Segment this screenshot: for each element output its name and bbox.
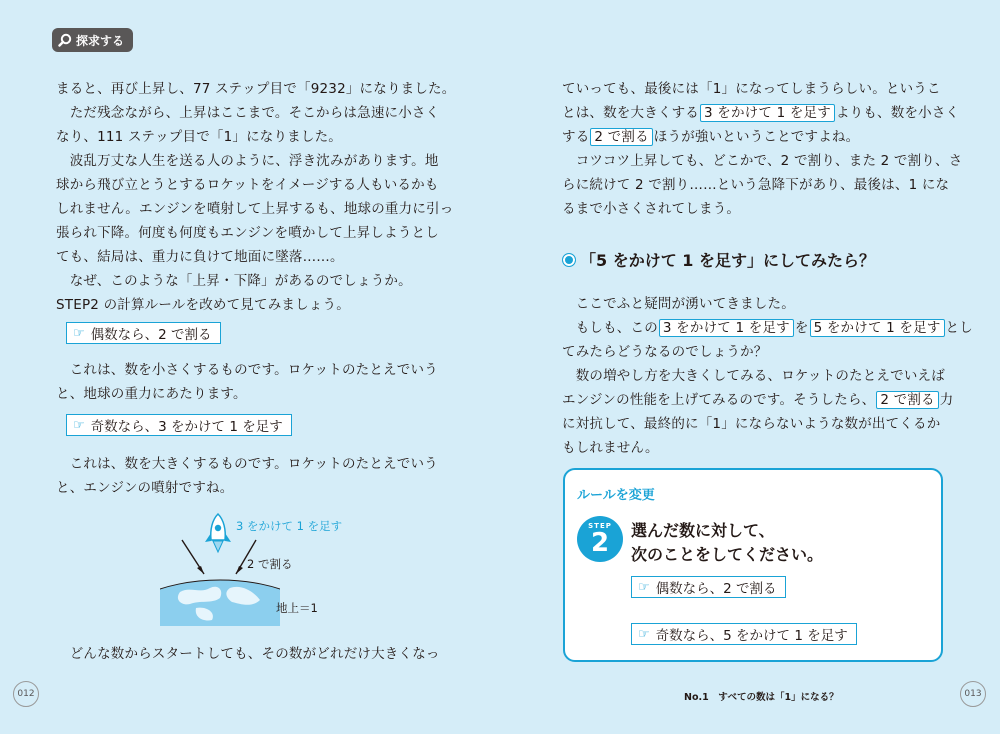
section-tag-label: 探求する [76,33,125,48]
body-line: どんな数からスタートしても、その数がどれだけ大きくなっ [56,646,440,662]
section-tag [52,28,133,52]
body-line: るまで小さくされてしまう。 [562,201,741,217]
inline-rule-box: 3 をかけて 1 を足す [659,319,794,337]
text-span: とは、数を大きくする [562,105,699,121]
running-footer: No.1 すべての数は「1」になる？ [684,692,839,703]
rule-text: 偶数なら、2 で割る [90,327,212,343]
text-span: 力 [939,392,954,408]
down-label: 2 で割る [247,557,293,571]
step-word: STEP [588,522,612,530]
page-number: 013 [960,681,986,707]
text-span: とし [945,320,973,336]
body-line [562,125,859,145]
bullet-icon [562,253,576,267]
body-line: ても、結局は、重力に負けて地面に墜落……。 [56,249,344,265]
inline-rule-box: 2 で割る [590,128,652,146]
body-line: 数の増やし方を大きくしてみる、ロケットのたとえでいえば [562,368,945,384]
body-line: コツコツ上昇しても、どこかで、2 で割り、また 2 で割り、さ [562,153,963,169]
body-line: らに続けて 2 で割り……という急降下があり、最後は、1 にな [562,177,950,193]
body-line: ここでふと疑問が湧いてきました。 [562,296,795,312]
ground-label: 地上＝1 [276,601,318,615]
inline-rule-box: 5 をかけて 1 を足す [810,319,945,337]
body-line: これは、数を小さくするものです。ロケットのたとえでいう [56,362,438,378]
body-line: と、エンジンの噴射ですね。 [56,480,234,496]
rule-box-odd [66,414,292,436]
heading-text: 「5 をかけて 1 を足す」にしてみたら？ [580,251,875,270]
pointing-hand-icon: ☞ [73,417,85,433]
rule-change-card [563,468,943,662]
rocket-icon [205,514,231,552]
body-line: まると、再び上昇し、77 ステップ目で「9232」になりました。 [56,81,456,97]
body-line: ていっても、最後には「1」になってしまうらしい。というこ [562,81,941,97]
text-span: もしも、この [562,320,658,336]
text-span: を [794,320,809,336]
card-title: ルールを変更 [577,488,655,503]
rule-text: 奇数なら、5 をかけて 1 を足す [655,628,848,644]
body-line [562,101,959,121]
body-line: ただ残念ながら、上昇はここまで。そこからは急速に小さく [56,105,440,121]
text-span: エンジンの性能を上げてみるのです。そうしたら、 [562,392,876,408]
body-line: てみたらどうなるのでしょうか？ [562,344,768,360]
step-badge [577,516,623,562]
card-rule-even [631,576,786,598]
inline-rule-box: 3 をかけて 1 を足す [700,104,835,122]
step-number: 2 [590,528,610,558]
rule-text: 偶数なら、2 で割る [655,581,777,597]
body-line: しれません。エンジンを噴射して上昇するも、地球の重力に引っ [56,201,454,217]
card-instruction-2: 次のことをしてください。 [631,545,824,564]
card-instruction-1: 選んだ数に対して、 [631,521,775,540]
body-line: と、地球の重力にあたります。 [56,386,247,402]
body-line: これは、数を大きくするものです。ロケットのたとえでいう [56,456,438,472]
pointing-hand-icon: ☞ [73,325,85,341]
body-line: なり、111 ステップ目で「1」になりました。 [56,129,342,145]
page-number: 012 [13,681,39,707]
body-line: STEP2 の計算ルールを改めて見てみましょう。 [56,297,350,313]
body-line: 波乱万丈な人生を送る人のように、浮き沈みがあります。地 [56,153,439,169]
body-line [562,388,953,408]
text-span: ほうが強いということですよね。 [653,129,860,145]
rocket-label: 3 をかけて 1 を足す [236,519,343,533]
inline-rule-box: 2 で割る [876,391,938,409]
earth-icon [160,580,280,626]
pointing-hand-icon: ☞ [638,626,650,642]
section-heading [562,248,875,271]
text-span: よりも、数を小さく [835,105,960,121]
text-span: する [562,129,590,145]
body-line: 張られ下降。何度も何度もエンジンを噴かして上昇しようとし [56,225,439,241]
magnifier-icon [58,33,72,47]
body-line: に対抗して、最終的に「1」にならないような数が出てくるか [562,416,941,432]
body-line [562,316,973,336]
body-line: なぜ、このような「上昇・下降」があるのでしょうか。 [56,273,412,289]
body-line: 球から飛び立とうとするロケットをイメージする人もいるかも [56,177,439,193]
rule-box-even [66,322,221,344]
card-rule-odd [631,623,857,645]
body-line: もしれません。 [562,440,659,456]
pointing-hand-icon: ☞ [638,579,650,595]
rule-text: 奇数なら、3 をかけて 1 を足す [90,419,283,435]
